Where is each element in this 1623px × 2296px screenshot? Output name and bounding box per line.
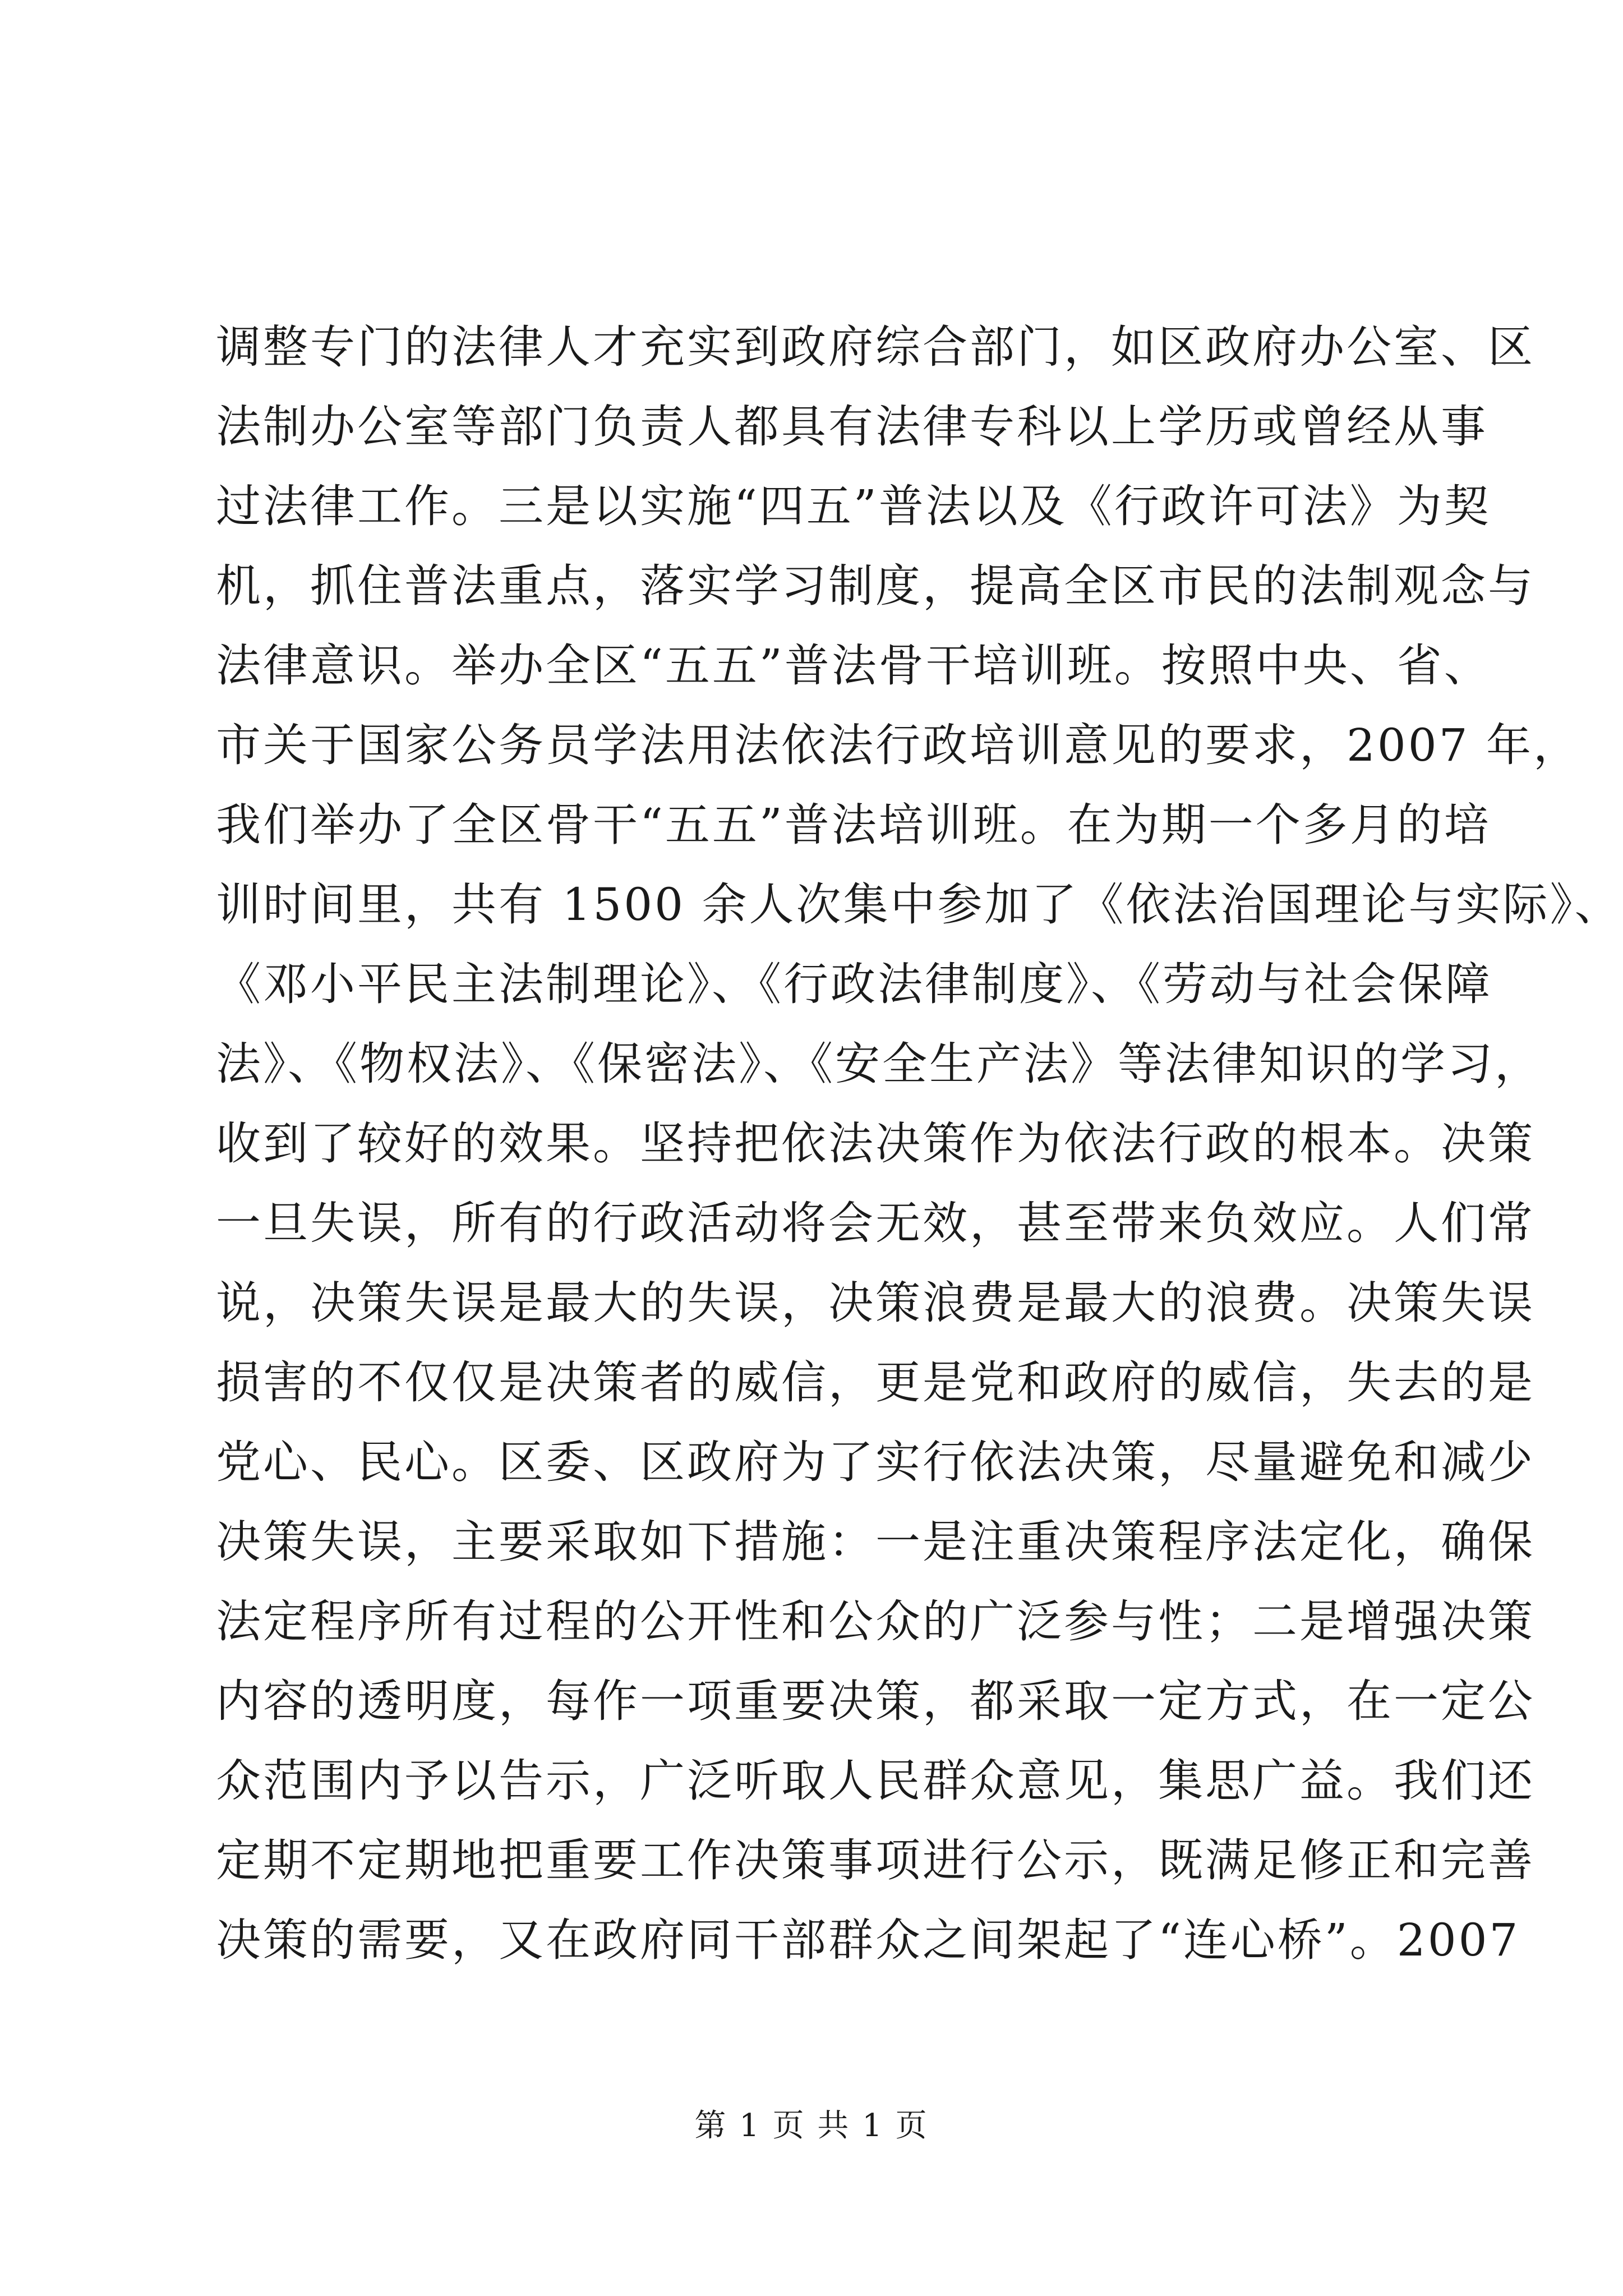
text-line: 训时间里，共有 1500 余人次集中参加了《依法治国理论与实际》、 [216,878,1622,931]
text-line: 法定程序所有过程的公开性和公众的广泛参与性；二是增强决策 [216,1595,1535,1648]
text-line: 党心、民心。区委、区政府为了实行依法决策，尽量避免和减少 [216,1436,1535,1488]
text-line: 过法律工作。三是以实施“四五”普法以及《行政许可法》为契 [216,480,1491,532]
text-line: 市关于国家公务员学法用法依法行政培训意见的要求，2007 年， [216,719,1581,771]
text-line: 《邓小平民主法制理论》、《行政法律制度》、《劳动与社会保障 [216,958,1492,1010]
page-number-label: 第 1 页 共 1 页 [694,2108,929,2144]
text-line: 我们举办了全区骨干“五五”普法培训班。在为期一个多月的培 [216,799,1491,851]
text-line: 机，抓住普法重点，落实学习制度，提高全区市民的法制观念与 [216,560,1535,612]
text-line: 一旦失误，所有的行政活动将会无效，甚至带来负效应。人们常 [216,1197,1535,1249]
text-line: 损害的不仅仅是决策者的威信，更是党和政府的威信，失去的是 [216,1356,1535,1409]
text-line: 法》、《物权法》、《保密法》、《安全生产法》等法律知识的学习， [216,1038,1542,1090]
text-line: 内容的透明度，每作一项重要决策，都采取一定方式，在一定公 [216,1675,1535,1727]
text-line: 法制办公室等部门负责人都具有法律专科以上学历或曾经从事 [216,401,1488,453]
text-line: 定期不定期地把重要工作决策事项进行公示，既满足修正和完善 [216,1834,1535,1887]
text-line: 众范围内予以告示，广泛听取人民群众意见，集思广益。我们还 [216,1755,1535,1807]
body-text [216,307,1622,1980]
text-line: 收到了较好的效果。坚持把依法决策作为依法行政的根本。决策 [216,1117,1535,1170]
text-line: 决策失误，主要采取如下措施：一是注重决策程序法定化，确保 [216,1516,1535,1568]
text-line: 调整专门的法律人才充实到政府综合部门，如区政府办公室、区 [216,321,1535,373]
page-footer [0,2106,1623,2146]
text-line: 说，决策失误是最大的失误，决策浪费是最大的浪费。决策失误 [216,1277,1535,1329]
text-line: 决策的需要，又在政府同干部群众之间架起了“连心桥”。2007 [216,1914,1520,1966]
text-line: 法律意识。举办全区“五五”普法骨干培训班。按照中央、省、 [216,639,1491,692]
